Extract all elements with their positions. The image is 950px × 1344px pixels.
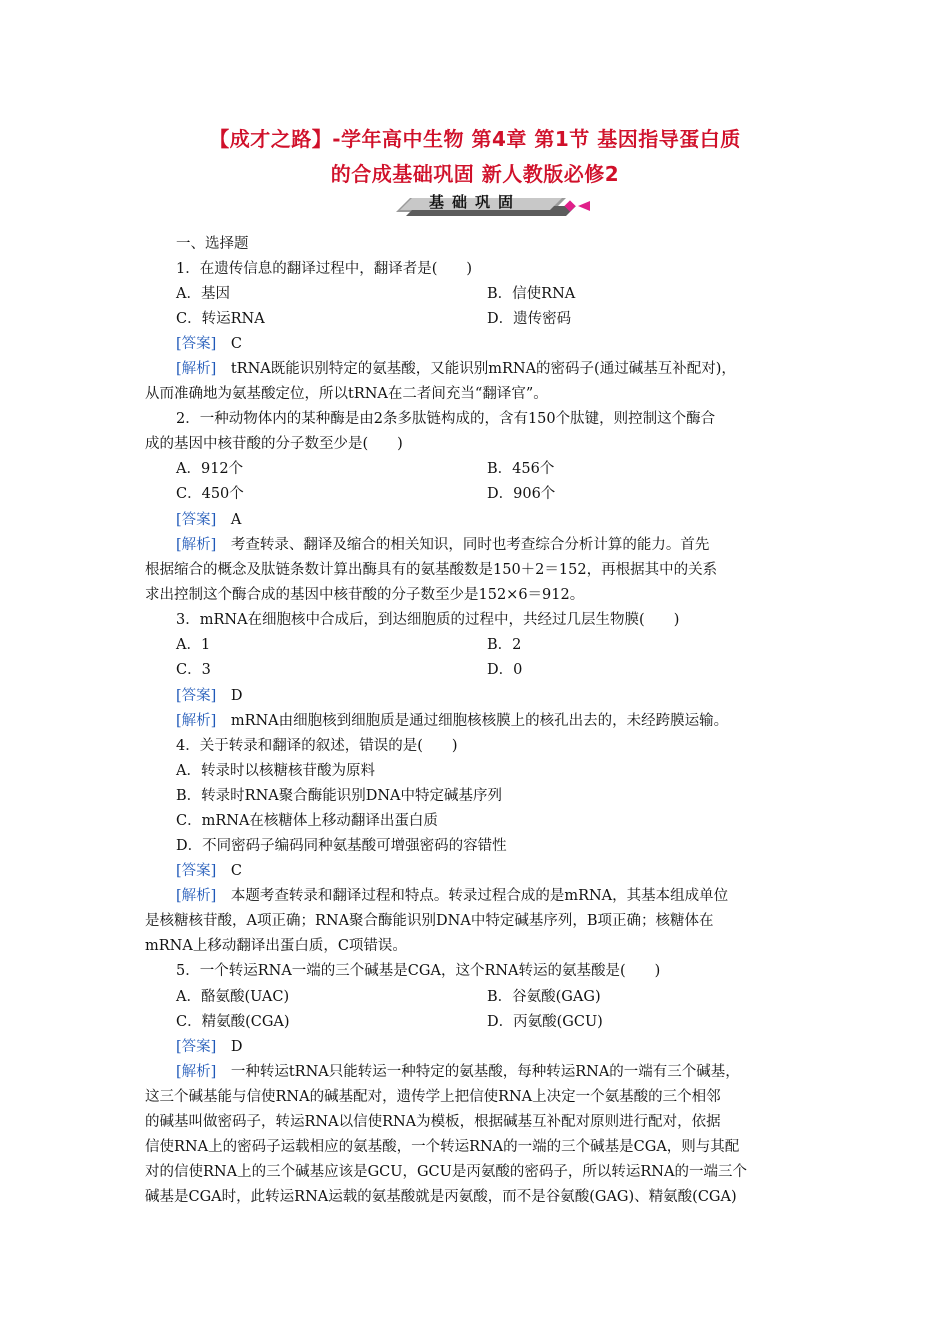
q4-option-a: A．转录时以核糖核苷酸为原料	[176, 763, 375, 779]
banner-label: 基础巩固	[428, 193, 521, 211]
q1-option-c: C．转运RNA	[176, 311, 265, 327]
q2-option-a: A．912个	[176, 461, 244, 477]
q5-analysis-line-6: 碱基是CGA时，此转运RNA运载的氨基酸就是丙氨酸，而不是谷氨酸(GAG)、精氨酸(CGA)	[145, 1189, 737, 1205]
q3-analysis-text-1: mRNA由细胞核到细胞质是通过细胞核核膜上的核孔出去的，未经跨膜运输。	[230, 713, 729, 729]
q1-answer	[176, 334, 242, 354]
document-title-line-1: 【成才之路】-学年高中生物 第4章 第1节 基因指导蛋白质	[209, 127, 741, 151]
q5-option-b: B．谷氨酸(GAG)	[487, 989, 601, 1005]
q3-stem: 3．mRNA在细胞核中合成后，到达细胞质的过程中，共经过几层生物膜( )	[176, 612, 680, 628]
q5-analysis-line-2: 这三个碱基能与信使RNA的碱基配对，遗传学上把信使RNA上决定一个氨基酸的三个相邻	[145, 1089, 721, 1105]
q5-analysis-line-4: 信使RNA上的密码子运载相应的氨基酸，一个转运RNA的一端的三个碱基是CGA，则与其配	[145, 1139, 740, 1155]
q5-answer-value: D	[230, 1039, 243, 1055]
q2-answer-value: A	[230, 512, 242, 528]
q4-answer	[176, 861, 242, 881]
q2-option-c: C．450个	[176, 486, 244, 502]
q3-answer	[176, 686, 242, 706]
q2-option-d: D．906个	[487, 486, 556, 502]
q3-answer-value: D	[230, 688, 243, 704]
q4-analysis-text-1: 本题考查转录和翻译过程和特点。转录过程合成的是mRNA，其基本组成单位	[230, 888, 729, 904]
q4-analysis-line-3: mRNA上移动翻译出蛋白质，C项错误。	[145, 938, 407, 954]
analysis-tag: [解析]	[176, 361, 217, 377]
q4-option-c: C．mRNA在核糖体上移动翻译出蛋白质	[176, 813, 438, 829]
q4-analysis-line-1	[176, 886, 728, 906]
answer-tag: [答案]	[176, 688, 217, 704]
q3-option-a: A．1	[176, 637, 211, 653]
q1-option-a: A．基因	[176, 286, 230, 302]
answer-tag: [答案]	[176, 1039, 217, 1055]
q5-analysis-text-1: 一种转运tRNA只能转运一种特定的氨基酸，每种转运RNA的一端有三个碱基，	[230, 1064, 740, 1080]
analysis-tag: [解析]	[176, 888, 217, 904]
analysis-tag: [解析]	[176, 1064, 217, 1080]
q5-stem: 5．一个转运RNA一端的三个碱基是CGA，这个RNA转运的氨基酸是( )	[176, 963, 661, 979]
q5-option-c: C．精氨酸(CGA)	[176, 1014, 290, 1030]
q5-option-d: D．丙氨酸(GCU)	[487, 1014, 603, 1030]
q5-analysis-line-1	[176, 1062, 740, 1082]
q1-answer-value: C	[230, 336, 242, 352]
q3-analysis-line-1	[176, 711, 728, 731]
answer-tag: [答案]	[176, 512, 217, 528]
q1-option-b: B．信使RNA	[487, 286, 576, 302]
q2-analysis-text-1: 考查转录、翻译及缩合的相关知识，同时也考查综合分析计算的能力。首先	[230, 537, 710, 553]
q2-analysis-line-1	[176, 535, 709, 555]
q4-answer-value: C	[230, 863, 242, 879]
document-title-line-2: 的合成基础巩固 新人教版必修2	[330, 162, 620, 186]
q3-option-d: D．0	[487, 662, 523, 678]
q5-analysis-line-3: 的碱基叫做密码子，转运RNA以信使RNA为模板，根据碱基互补配对原则进行配对，依据	[145, 1114, 721, 1130]
q2-analysis-line-3: 求出控制这个酶合成的基因中核苷酸的分子数至少是152×6＝912。	[145, 587, 585, 603]
q5-analysis-line-5: 对的信使RNA上的三个碱基应该是GCU，GCU是丙氨酸的密码子，所以转运RNA的一端三个	[145, 1164, 747, 1180]
q2-stem-line-2: 成的基因中核苷酸的分子数至少是( )	[145, 436, 403, 452]
q4-stem: 4．关于转录和翻译的叙述，错误的是( )	[176, 738, 458, 754]
analysis-tag: [解析]	[176, 713, 217, 729]
q4-option-d: D．不同密码子编码同种氨基酸可增强密码的容错性	[176, 838, 507, 854]
q1-option-d: D．遗传密码	[487, 311, 572, 327]
q4-analysis-line-2: 是核糖核苷酸，A项正确；RNA聚合酶能识别DNA中特定碱基序列，B项正确；核糖体在	[145, 913, 714, 929]
section-heading: 一、选择题	[176, 236, 249, 252]
q2-stem-line-1: 2．一种动物体内的某种酶是由2条多肽链构成的，含有150个肽键，则控制这个酶合	[176, 411, 716, 427]
q2-answer	[176, 510, 241, 530]
q2-analysis-line-2: 根据缩合的概念及肽链条数计算出酶具有的氨基酸数是150＋2＝152，再根据其中的关系	[145, 562, 718, 578]
analysis-tag: [解析]	[176, 537, 217, 553]
q5-option-a: A．酪氨酸(UAC)	[176, 989, 290, 1005]
q1-analysis-line-2: 从而准确地为氨基酸定位，所以tRNA在二者间充当“翻译官”。	[145, 386, 548, 402]
q1-analysis-line-1	[176, 359, 736, 379]
answer-tag: [答案]	[176, 863, 217, 879]
q5-answer	[176, 1037, 242, 1057]
q3-option-c: C．3	[176, 662, 211, 678]
q2-option-b: B．456个	[487, 461, 555, 477]
q1-analysis-text-1: tRNA既能识别特定的氨基酸，又能识别mRNA的密码子(通过碱基互补配对)，	[230, 361, 736, 377]
q1-stem: 1．在遗传信息的翻译过程中，翻译者是( )	[176, 261, 473, 277]
q4-option-b: B．转录时RNA聚合酶能识别DNA中特定碱基序列	[176, 788, 503, 804]
q3-option-b: B．2	[487, 637, 522, 653]
answer-tag: [答案]	[176, 336, 217, 352]
